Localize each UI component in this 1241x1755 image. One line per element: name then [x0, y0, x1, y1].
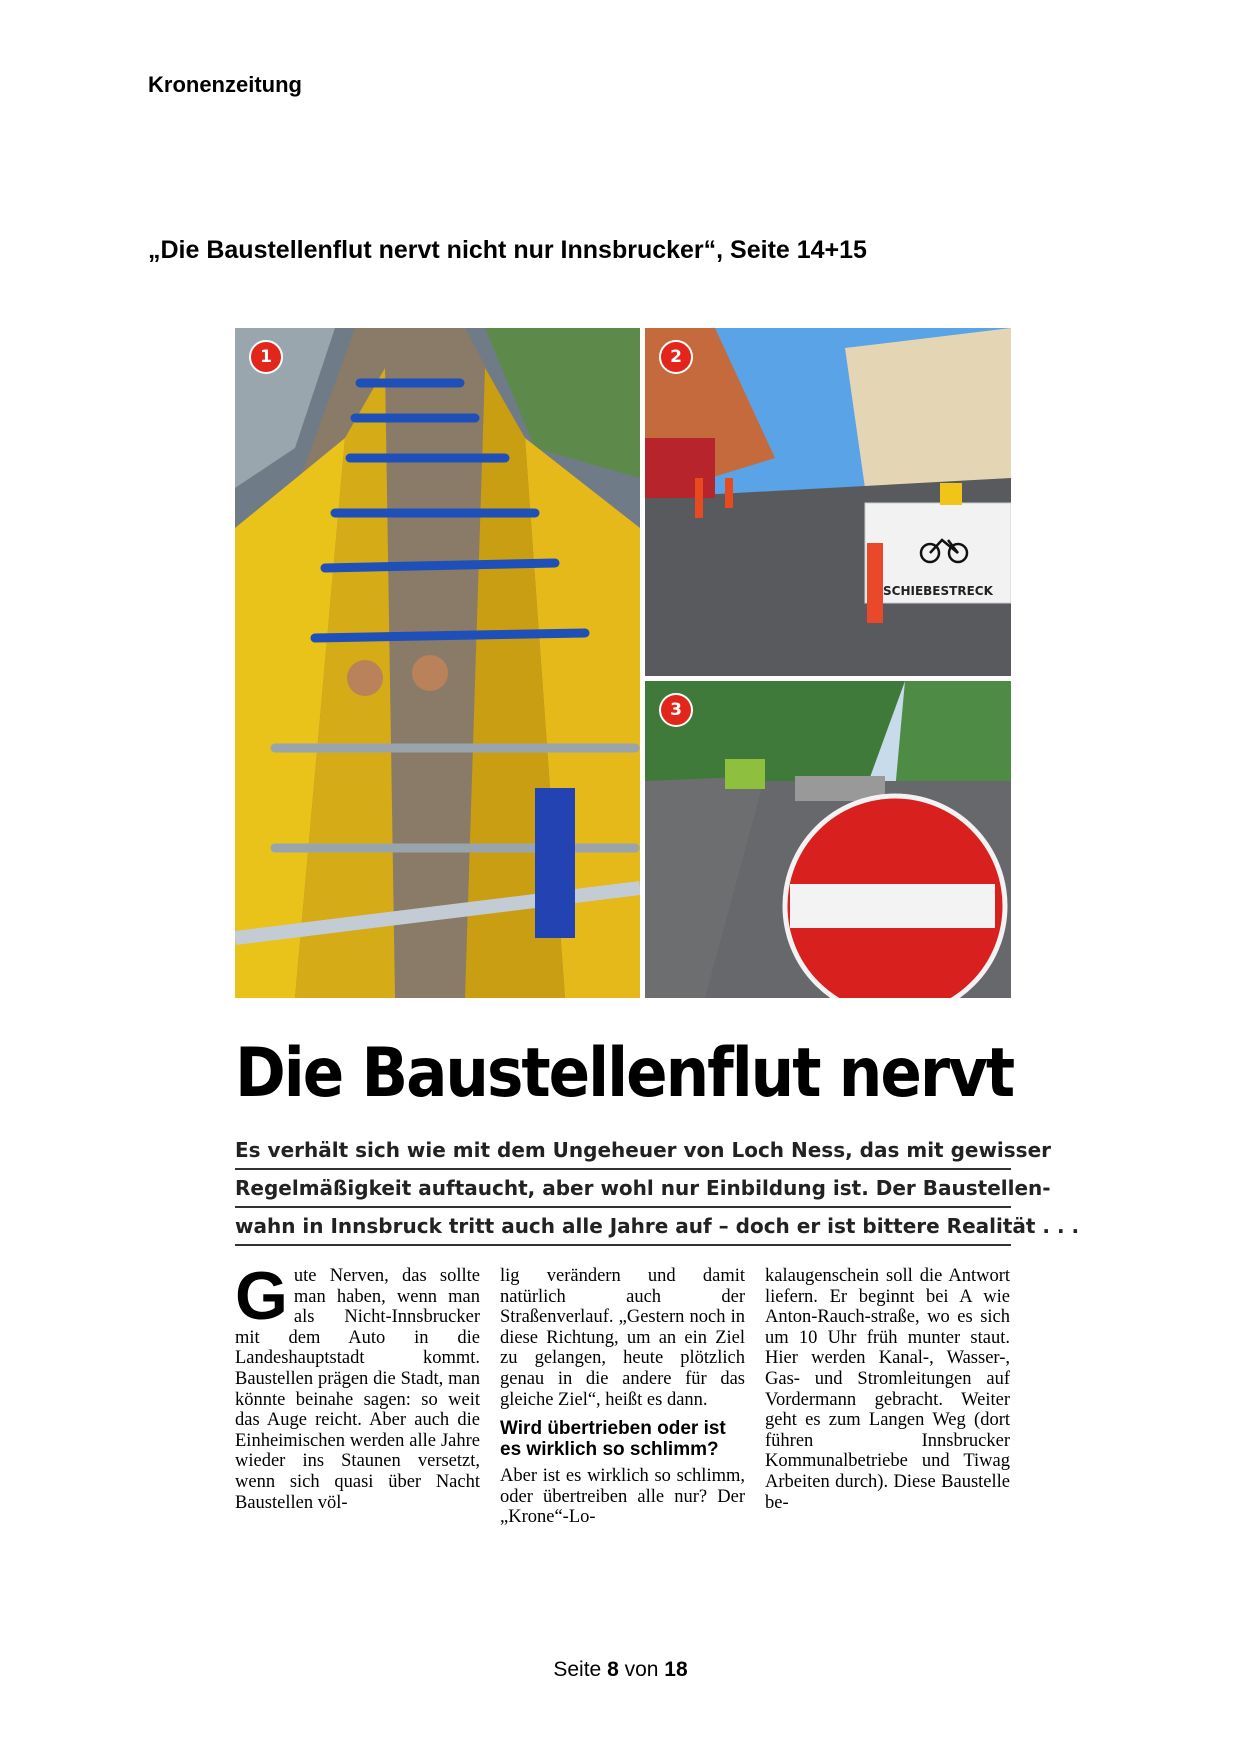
lead-line: wahn in Innsbruck tritt auch alle Jahre auf – doch er ist bittere Realität . . .	[235, 1208, 1011, 1246]
column-text: Aber ist es wirklich so schlimm, oder übertreiben alle nur? Der „Krone“-Lo-	[500, 1466, 745, 1528]
column-text: lig verändern und damit natürlich auch der Straßenverlauf. „Gestern noch in diese Richtung, um an ein Ziel zu gelangen, heute plötzlich genau in die andere für das gleiche Ziel“, heißt es dann.	[500, 1266, 745, 1410]
trench-photo	[235, 328, 640, 998]
page-footer	[0, 1658, 1241, 1682]
column-text: ute Nerven, das sollte man haben, wenn man als Nicht-Innsbrucker mit dem Auto in die Landeshauptstadt kommt. Baustellen prägen die Stadt, man könnte beinahe sagen: so weit das Auge reicht. Aber auch die Einheimischen werden alle Jahre wieder ins Staunen versetzt, wenn sich quasi über Nacht Baustellen völ-	[235, 1266, 480, 1513]
photo-badge-3: 3	[659, 693, 693, 727]
dropcap: G	[235, 1258, 288, 1334]
no-entry-sign-icon	[645, 681, 1011, 998]
photo-badge-2: 2	[659, 340, 693, 374]
no-entry-photo	[645, 681, 1011, 998]
source-label: Kronenzeitung	[148, 72, 302, 97]
photo-collage	[235, 328, 1011, 998]
current-page: 8	[607, 1658, 619, 1681]
street-photo	[645, 328, 1011, 676]
article-body	[235, 1258, 1011, 1528]
footer-middle: von	[624, 1658, 659, 1681]
column-2	[500, 1266, 745, 1528]
sign-text: SCHIEBESTRECK	[883, 584, 993, 598]
article-headline: Die Baustellenflut nervt	[235, 1034, 1014, 1113]
reference-title: „Die Baustellenflut nervt nicht nur Innsbrucker“, Seite 14+15	[148, 236, 867, 264]
street-icon	[645, 328, 1011, 676]
newspaper-clipping	[235, 328, 1080, 1528]
column-3	[765, 1266, 1010, 1528]
trench-icon	[235, 328, 640, 998]
subheading: Wird übertrieben oder ist es wirklich so schlimm?	[500, 1418, 726, 1461]
footer-prefix: Seite	[553, 1658, 602, 1681]
column-text: kalaugenschein soll die Antwort liefern. Er beginnt bei A wie Anton-Rauch-straße, wo es sich um 10 Uhr früh munter staut. Hier werden Kanal-, Wasser-, Gas- und Stromleitungen auf Vordermann gebracht. Weiter geht es zum Langen Weg (dort führen Innsbrucker Kommunalbetriebe und Tiwag Arbeiten durch). Diese Baustelle be-	[765, 1266, 1010, 1513]
lead-line: Regelmäßigkeit auftaucht, aber wohl nur Einbildung ist. Der Baustellen-	[235, 1170, 1011, 1208]
lead-line: Es verhält sich wie mit dem Ungeheuer von Loch Ness, das mit gewisser	[235, 1132, 1011, 1170]
total-pages: 18	[664, 1658, 688, 1681]
article-lead	[235, 1132, 1080, 1246]
photo-badge-1: 1	[249, 340, 283, 374]
column-1	[235, 1258, 480, 1528]
